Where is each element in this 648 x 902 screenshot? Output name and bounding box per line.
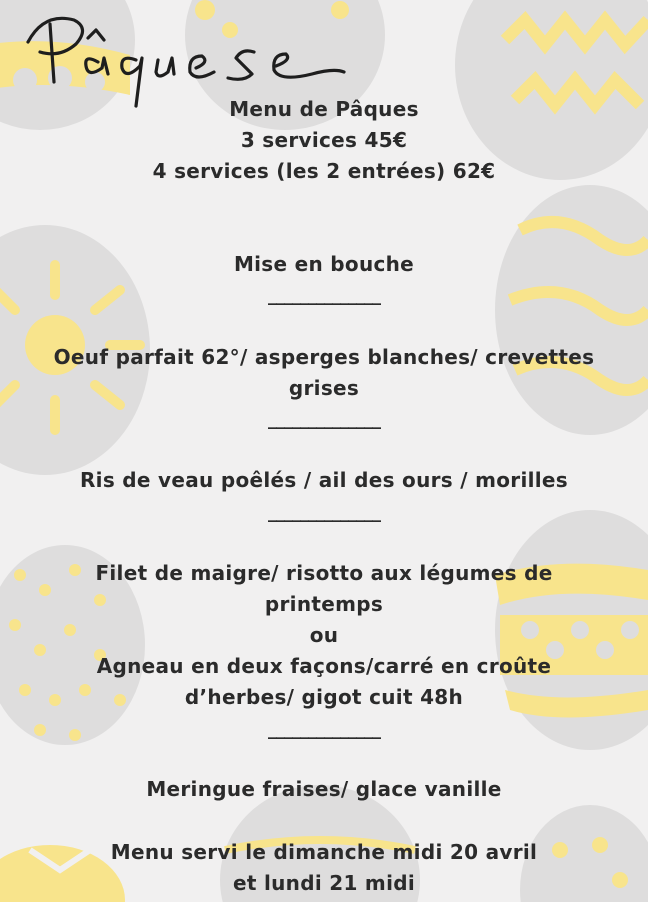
starter-1-line-2: grises (288, 376, 360, 400)
main-1-line-1: Filet de maigre/ risotto aux légumes de (95, 561, 553, 585)
course-mise-en-bouche: Mise en bouche (233, 252, 415, 276)
menu-price-4-services: 4 services (les 2 entrées) 62€ (152, 159, 496, 183)
menu-header-title: Menu de Pâques (229, 97, 419, 121)
main-1-line-2: printemps (264, 592, 384, 616)
menu-price-3-services: 3 services 45€ (240, 128, 408, 152)
dessert: Meringue fraises/ glace vanille (146, 777, 502, 801)
footer-line-1: Menu servi le dimanche midi 20 avril (110, 840, 538, 864)
separator-1: ______________ (268, 285, 380, 306)
separator-2: ______________ (268, 409, 380, 430)
starter-1-line-1: Oeuf parfait 62°/ asperges blanches/ crevettes (53, 345, 595, 369)
main-or: ou (309, 623, 339, 647)
separator-4: ______________ (268, 719, 380, 740)
main-2-line-1: Agneau en deux façons/carré en croûte (96, 654, 552, 678)
title-text: Pâques (24, 2, 28, 3)
main-2-line-2: d’herbes/ gigot cuit 48h (184, 685, 464, 709)
separator-3: ______________ (268, 502, 380, 523)
footer-line-2: et lundi 21 midi (232, 871, 416, 895)
starter-2: Ris de veau poêlés / ail des ours / morilles (79, 468, 568, 492)
